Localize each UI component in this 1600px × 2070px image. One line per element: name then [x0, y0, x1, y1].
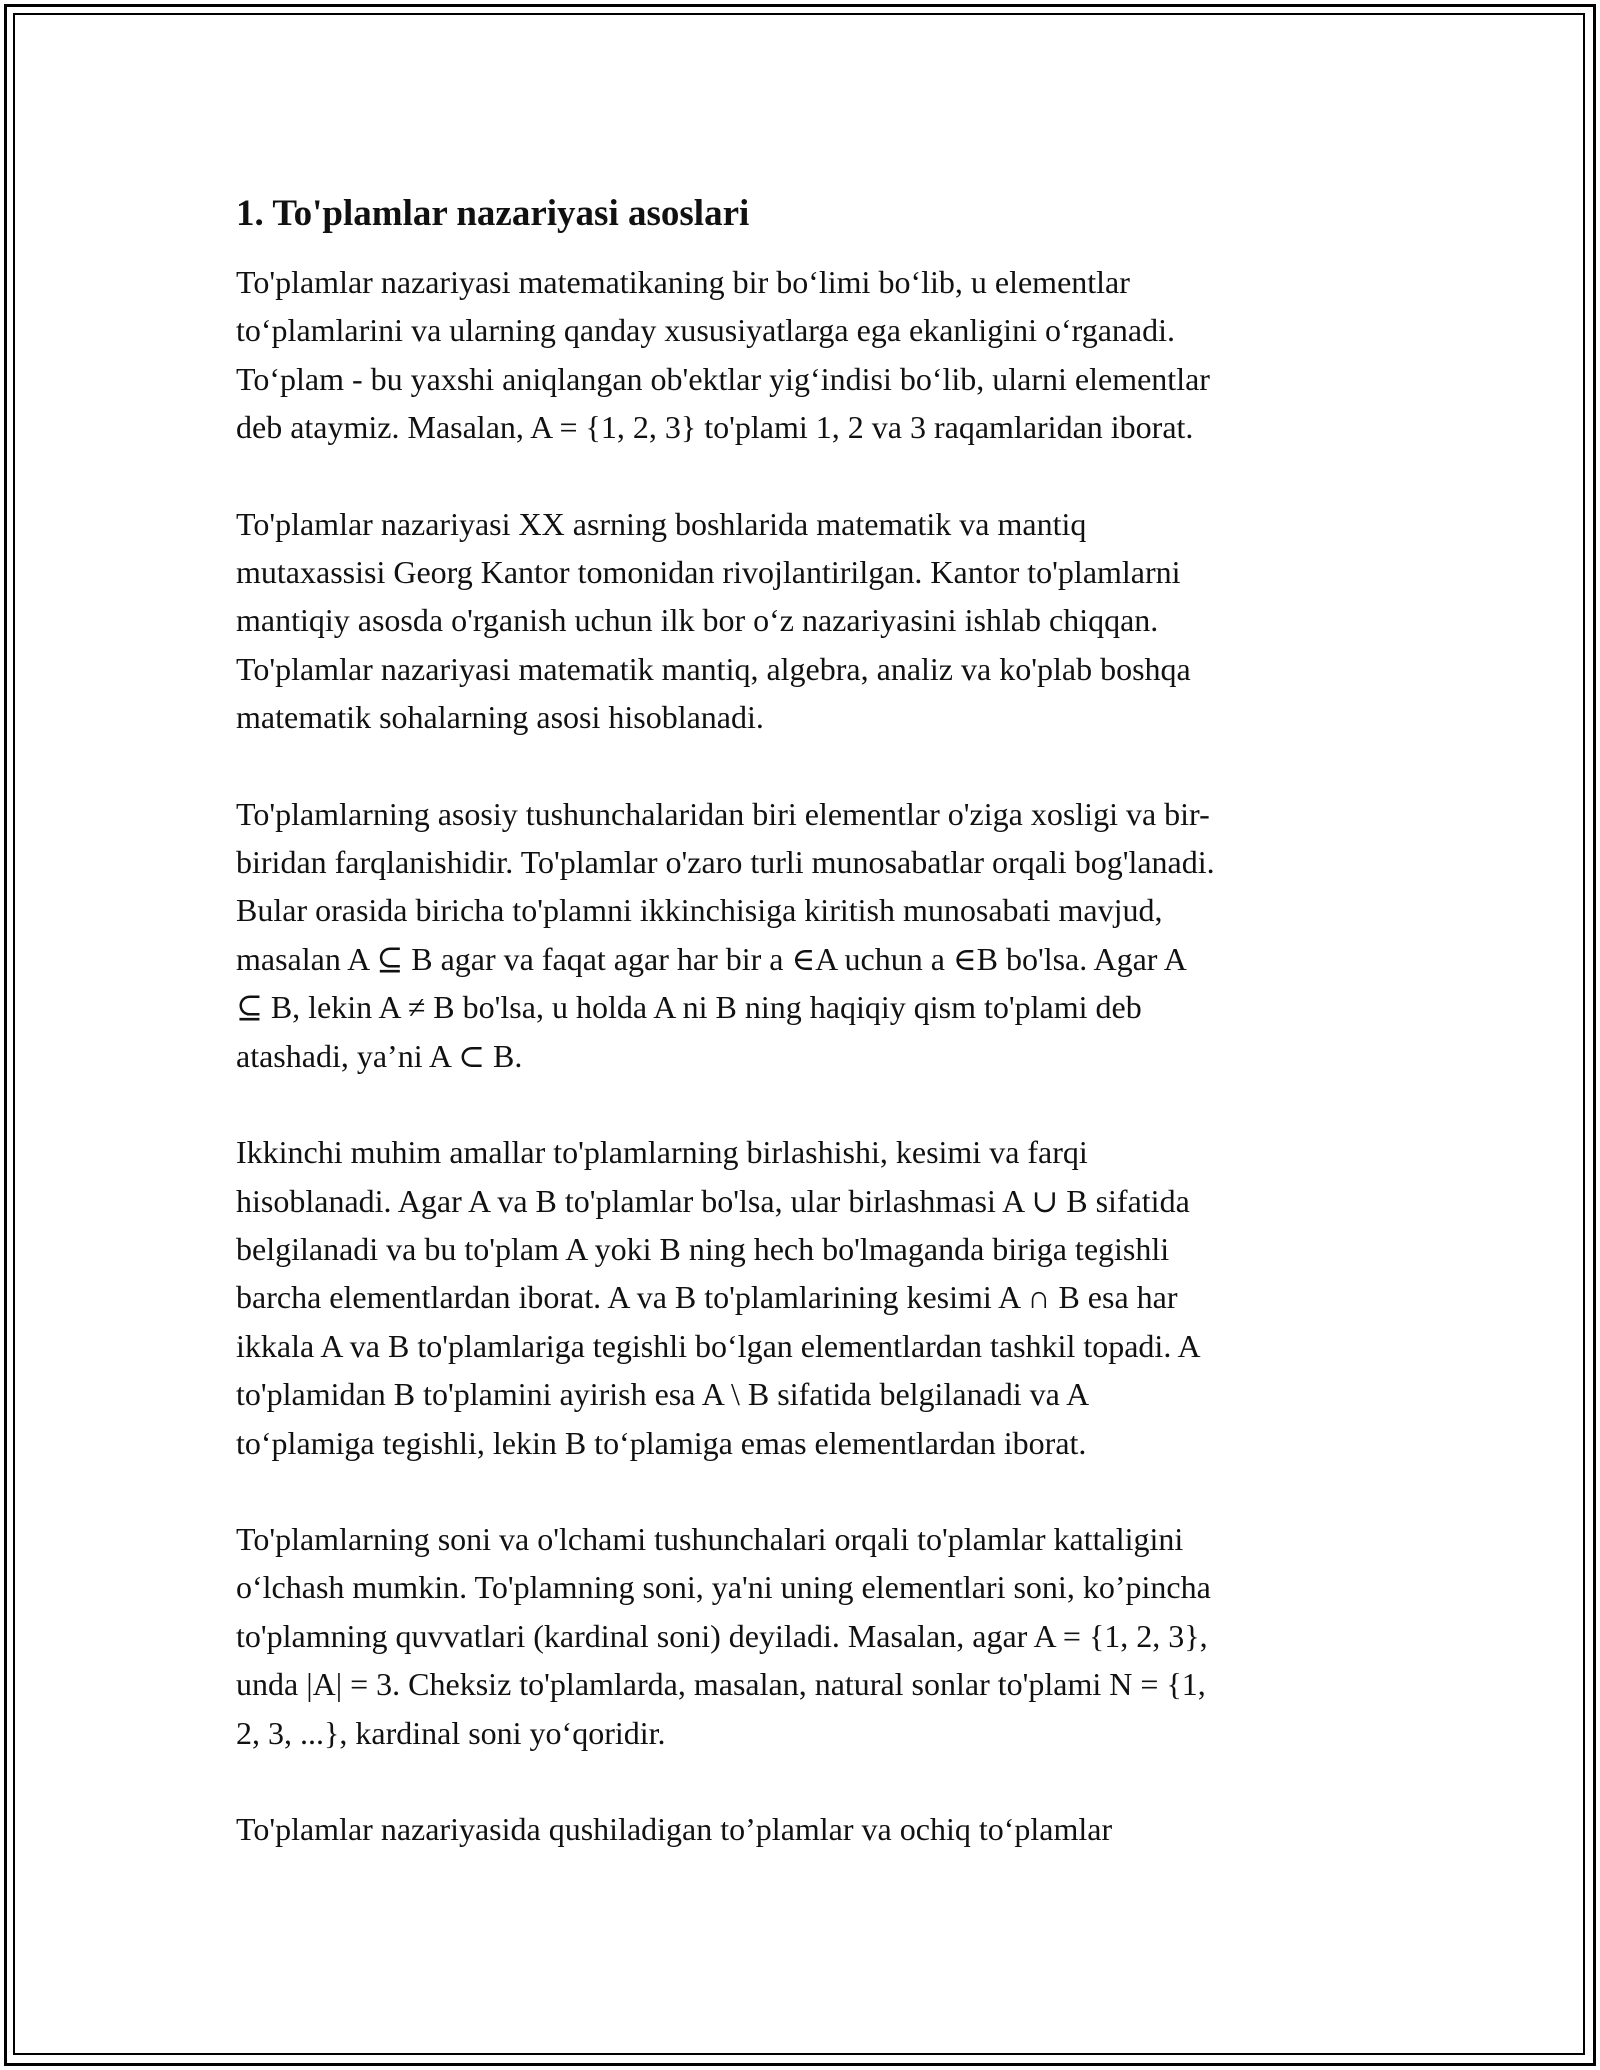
text-line: deb ataymiz. Masalan, A = {1, 2, 3} to'plami 1, 2 va 3 raqamlaridan iborat.	[236, 409, 1194, 446]
text-line: To'plamlar nazariyasida qushiladigan to’plamlar va ochiq to‘plamlar	[236, 1810, 1113, 1847]
text-line: to‘plamlarini va ularning qanday xususiyatlarga ega ekanligini o‘rganadi.	[236, 312, 1175, 349]
text-line: Ikkinchi muhim amallar to'plamlarning birlashishi, kesimi va farqi	[236, 1134, 1088, 1171]
text-line: belgilanadi va bu to'plam A yoki B ning hech bo'lmaganda biriga tegishli	[236, 1230, 1170, 1267]
text-line: biridan farqlanishidir. To'plamlar o'zaro turli munosabatlar orqali bog'lanadi.	[236, 844, 1215, 881]
text-line: To'plamlarning soni va o'lchami tushunchalari orqali to'plamlar kattaligini	[236, 1520, 1184, 1557]
text-line: matematik sohalarning asosi hisoblanadi.	[236, 699, 764, 736]
paragraph-5	[236, 1515, 1366, 1757]
text-line: To'plamlar nazariyasi XX asrning boshlarida matematik va mantiq	[236, 505, 1087, 542]
text-line: masalan A ⊆ B agar va faqat agar har bir a ∈A uchun a ∈B bo'lsa. Agar A	[236, 940, 1187, 977]
text-line: ⊆ B, lekin A ≠ B bo'lsa, u holda A ni B ning haqiqiy qism to'plami deb	[236, 989, 1142, 1026]
text-line: To'plamlar nazariyasi matematik mantiq, algebra, analiz va ko'plab boshqa	[236, 650, 1191, 687]
text-line: ikkala A va B to'plamlariga tegishli bo‘lgan elementlardan tashkil topadi. A	[236, 1327, 1201, 1364]
text-line: mutaxassisi Georg Kantor tomonidan rivojlantirilgan. Kantor to'plamlarni	[236, 554, 1181, 591]
text-line: mantiqiy asosda o'rganish uchun ilk bor o‘z nazariyasini ishlab chiqqan.	[236, 602, 1159, 639]
text-line: o‘lchash mumkin. To'plamning soni, ya'ni uning elementlari soni, ko’pincha	[236, 1569, 1211, 1606]
text-line: barcha elementlardan iborat. A va B to'plamlarining kesimi A ∩ B esa har	[236, 1279, 1178, 1316]
text-line: to'plamidan B to'plamini ayirish esa A \ B sifatida belgilanadi va A	[236, 1376, 1090, 1413]
paragraph-6	[236, 1805, 1366, 1853]
paragraph-3	[236, 790, 1366, 1080]
section-heading: 1. To'plamlar nazariyasi asoslari	[236, 193, 750, 234]
text-line: unda |A| = 3. Cheksiz to'plamlarda, masalan, natural sonlar to'plami N = {1,	[236, 1666, 1206, 1703]
text-line: to‘plamiga tegishli, lekin B to‘plamiga emas elementlardan iborat.	[236, 1424, 1087, 1461]
text-line: To'plamlar nazariyasi matematikaning bir bo‘limi bo‘lib, u elementlar	[236, 264, 1130, 300]
paragraph-4	[236, 1128, 1366, 1467]
text-line: atashadi, ya’ni A ⊂ B.	[236, 1037, 523, 1074]
text-line: to'plamning quvvatlari (kardinal soni) deyiladi. Masalan, agar A = {1, 2, 3},	[236, 1617, 1208, 1654]
text-line: To‘plam - bu yaxshi aniqlangan ob'ektlar yig‘indisi bo‘lib, ularni elementlar	[236, 360, 1210, 397]
document-body	[236, 186, 1366, 1901]
text-line: Bular orasida biricha to'plamni ikkinchisiga kiritish munosabati mavjud,	[236, 892, 1163, 929]
text-line: hisoblanadi. Agar A va B to'plamlar bo'lsa, ular birlashmasi A ∪ B sifatida	[236, 1182, 1190, 1219]
text-line: To'plamlarning asosiy tushunchalaridan biri elementlar o'ziga xosligi va bir-	[236, 795, 1210, 832]
paragraph-2	[236, 500, 1366, 742]
text-line: 2, 3, ...}, kardinal soni yo‘qoridir.	[236, 1714, 666, 1751]
paragraph-1	[236, 258, 1366, 452]
